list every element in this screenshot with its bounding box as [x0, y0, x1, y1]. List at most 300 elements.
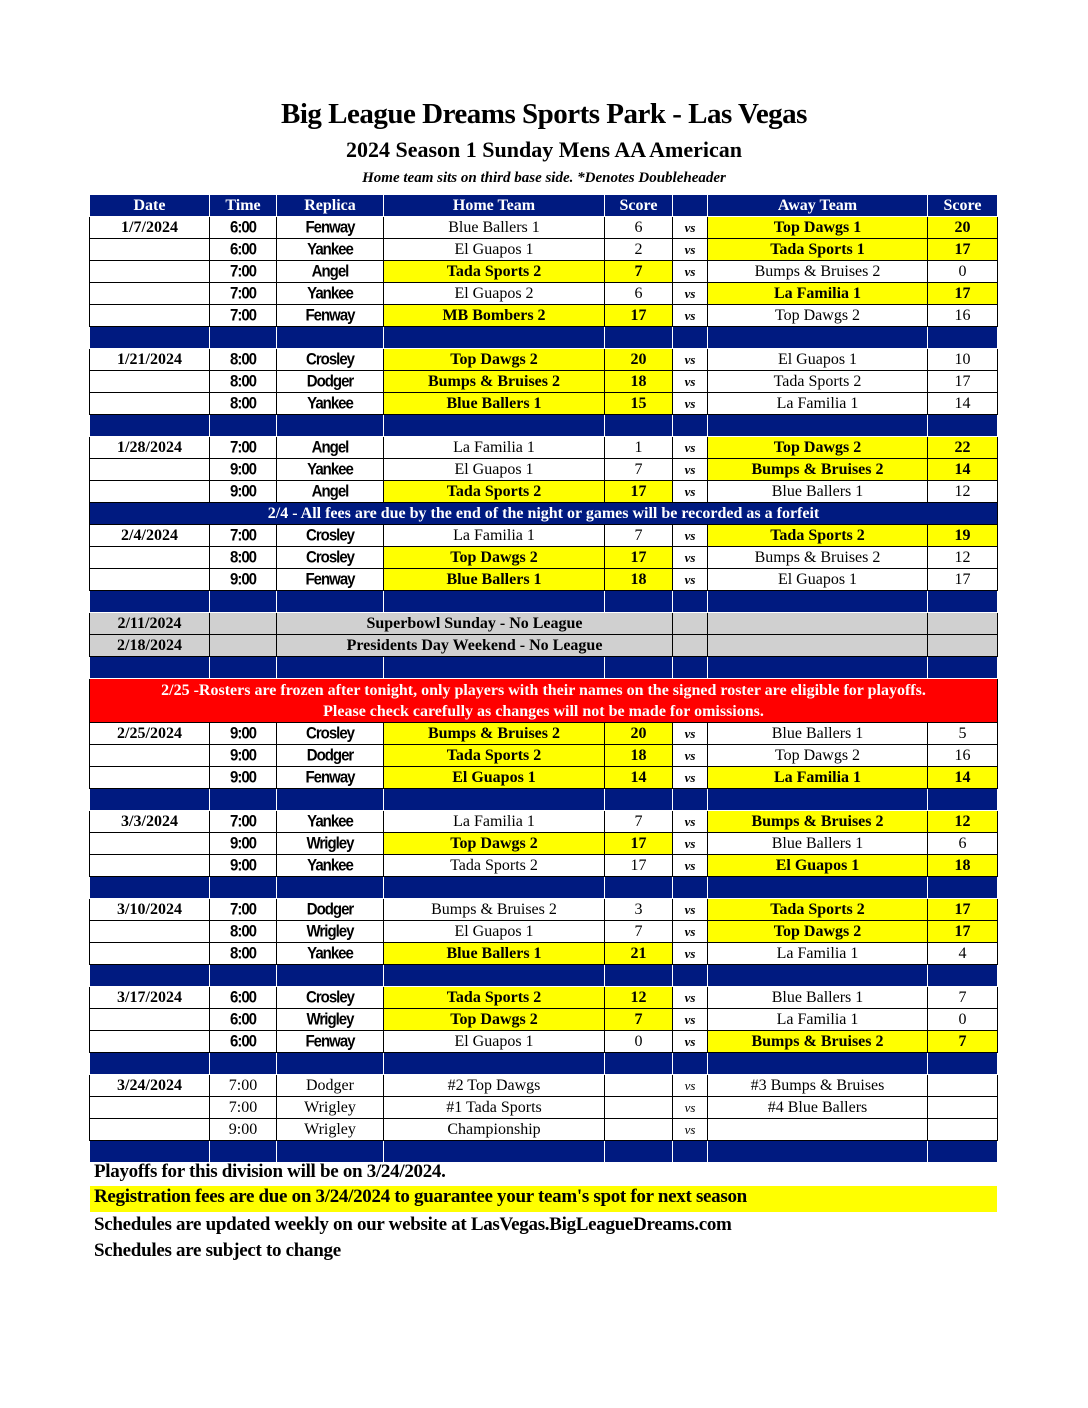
game-row — [90, 1009, 998, 1031]
game-row — [90, 459, 998, 481]
home-team: El Guapos 1 — [384, 239, 605, 261]
away-score: 5 — [928, 723, 998, 745]
game-row — [90, 481, 998, 503]
vs-label: vs — [673, 921, 708, 943]
alert-line: Please check carefully as changes will not be made for omissions. — [323, 702, 764, 720]
field-cell: Wrigley — [277, 1097, 384, 1119]
vs-label: vs — [673, 283, 708, 305]
separator-cell — [277, 1053, 384, 1075]
away-team: El Guapos 1 — [708, 855, 928, 877]
date-cell: 2/18/2024 — [90, 635, 210, 657]
separator-cell — [90, 327, 210, 349]
date-cell — [90, 1097, 210, 1119]
home-team: Blue Ballers 1 — [384, 569, 605, 591]
separator-cell — [605, 657, 673, 679]
date-cell — [90, 833, 210, 855]
time-cell: 7:00 — [210, 435, 277, 459]
away-team: La Familia 1 — [708, 767, 928, 789]
column-header — [673, 195, 708, 217]
field-cell: Dodger — [277, 369, 384, 393]
home-team: El Guapos 1 — [384, 767, 605, 789]
field-cell: Dodger — [277, 743, 384, 767]
time-cell: 9:00 — [210, 743, 277, 767]
separator-cell — [210, 877, 277, 899]
home-team: El Guapos 1 — [384, 1031, 605, 1053]
vs-label: vs — [673, 525, 708, 547]
separator-row — [90, 877, 998, 899]
game-row — [90, 855, 998, 877]
separator-row — [90, 965, 998, 987]
separator-row — [90, 789, 998, 811]
away-team: Top Dawgs 2 — [708, 921, 928, 943]
separator-cell — [90, 657, 210, 679]
header-row — [90, 195, 998, 217]
time-cell: 7:00 — [210, 523, 277, 547]
score-cell — [928, 613, 998, 635]
separator-cell — [928, 877, 998, 899]
home-team: Bumps & Bruises 2 — [384, 899, 605, 921]
away-team: La Familia 1 — [708, 393, 928, 415]
away-score: 17 — [928, 921, 998, 943]
time-cell: 7:00 — [210, 1097, 277, 1119]
separator-cell — [928, 789, 998, 811]
field-cell: Wrigley — [277, 831, 384, 855]
date-cell — [90, 459, 210, 481]
vs-label: vs — [673, 1075, 708, 1097]
field-cell: Angel — [277, 259, 384, 283]
column-header: Date — [90, 195, 210, 217]
home-score: 7 — [605, 525, 673, 547]
vs-label: vs — [673, 569, 708, 591]
separator-cell — [210, 1141, 277, 1163]
home-team: Top Dawgs 2 — [384, 349, 605, 371]
home-score: 7 — [605, 261, 673, 283]
away-team: Bumps & Bruises 2 — [708, 459, 928, 481]
away-cell — [708, 613, 928, 635]
home-team: #1 Tada Sports — [384, 1097, 605, 1119]
away-score: 17 — [928, 569, 998, 591]
separator-cell — [384, 877, 605, 899]
away-score: 17 — [928, 239, 998, 261]
roster-alert — [90, 679, 998, 723]
fees-notice: 2/4 - All fees are due by the end of the night or games will be recorded as a forfeit — [90, 503, 998, 525]
away-team: Bumps & Bruises 2 — [708, 1031, 928, 1053]
home-score: 18 — [605, 569, 673, 591]
game-row — [90, 261, 998, 283]
time-cell — [210, 613, 277, 635]
away-team: El Guapos 1 — [708, 569, 928, 591]
field-cell: Crosley — [277, 347, 384, 371]
home-score: 17 — [605, 481, 673, 503]
time-cell: 9:00 — [210, 831, 277, 855]
separator-cell — [384, 1141, 605, 1163]
away-cell — [708, 635, 928, 657]
separator-cell — [210, 1053, 277, 1075]
date-cell: 3/17/2024 — [90, 987, 210, 1009]
separator-cell — [708, 877, 928, 899]
home-team: El Guapos 1 — [384, 459, 605, 481]
no-league-text: Superbowl Sunday - No League — [277, 613, 673, 635]
home-score: 7 — [605, 1009, 673, 1031]
column-header: Score — [605, 195, 673, 217]
field-cell: Yankee — [277, 391, 384, 415]
separator-row — [90, 1053, 998, 1075]
separator-cell — [384, 965, 605, 987]
date-cell: 1/7/2024 — [90, 217, 210, 239]
home-team: Top Dawgs 2 — [384, 833, 605, 855]
separator-cell — [277, 965, 384, 987]
game-row — [90, 745, 998, 767]
separator-cell — [90, 1053, 210, 1075]
separator-cell — [277, 1141, 384, 1163]
separator-cell — [384, 657, 605, 679]
playoff-row — [90, 1119, 998, 1141]
date-cell — [90, 745, 210, 767]
home-score — [605, 1119, 673, 1141]
game-row — [90, 217, 998, 239]
field-cell: Wrigley — [277, 1119, 384, 1141]
field-cell: Crosley — [277, 545, 384, 569]
date-cell: 3/3/2024 — [90, 811, 210, 833]
time-cell: 7:00 — [210, 303, 277, 327]
field-cell: Wrigley — [277, 1007, 384, 1031]
vs-cell — [673, 635, 708, 657]
away-team: Bumps & Bruises 2 — [708, 811, 928, 833]
field-cell: Yankee — [277, 281, 384, 305]
away-team: #3 Bumps & Bruises — [708, 1075, 928, 1097]
footer-playoffs: Playoffs for this division will be on 3/24/2024. — [94, 1161, 446, 1182]
home-score: 7 — [605, 921, 673, 943]
vs-label: vs — [673, 459, 708, 481]
away-score: 17 — [928, 899, 998, 921]
time-cell: 8:00 — [210, 545, 277, 569]
date-cell — [90, 547, 210, 569]
separator-cell — [673, 591, 708, 613]
separator-cell — [928, 657, 998, 679]
away-score: 12 — [928, 547, 998, 569]
date-cell — [90, 943, 210, 965]
field-cell: Angel — [277, 479, 384, 503]
vs-cell — [673, 613, 708, 635]
away-score: 10 — [928, 349, 998, 371]
separator-cell — [90, 415, 210, 437]
vs-label: vs — [673, 1009, 708, 1031]
date-cell — [90, 305, 210, 327]
separator-cell — [210, 327, 277, 349]
home-team: Bumps & Bruises 2 — [384, 723, 605, 745]
home-score: 18 — [605, 371, 673, 393]
home-score: 6 — [605, 283, 673, 305]
vs-label: vs — [673, 811, 708, 833]
separator-row — [90, 327, 998, 349]
separator-cell — [605, 877, 673, 899]
away-team: Top Dawgs 1 — [708, 217, 928, 239]
home-team: #2 Top Dawgs — [384, 1075, 605, 1097]
separator-cell — [277, 591, 384, 613]
date-cell — [90, 1009, 210, 1031]
date-cell — [90, 1119, 210, 1141]
field-cell: Crosley — [277, 523, 384, 547]
separator-cell — [277, 327, 384, 349]
home-score: 15 — [605, 393, 673, 415]
separator-cell — [277, 415, 384, 437]
home-team: Bumps & Bruises 2 — [384, 371, 605, 393]
home-score: 2 — [605, 239, 673, 261]
field-cell: Crosley — [277, 985, 384, 1009]
separator-cell — [210, 415, 277, 437]
page-title: Big League Dreams Sports Park - Las Vegas — [281, 98, 807, 130]
home-score — [605, 1097, 673, 1119]
home-team: Tada Sports 2 — [384, 745, 605, 767]
away-score: 7 — [928, 1031, 998, 1053]
vs-label: vs — [673, 393, 708, 415]
field-cell: Yankee — [277, 853, 384, 877]
home-score: 7 — [605, 811, 673, 833]
away-score: 20 — [928, 217, 998, 239]
date-cell — [90, 239, 210, 261]
page-subtitle: 2024 Season 1 Sunday Mens AA American — [345, 137, 743, 162]
away-score: 17 — [928, 371, 998, 393]
separator-cell — [673, 327, 708, 349]
time-cell: 8:00 — [210, 369, 277, 393]
away-score: 14 — [928, 459, 998, 481]
vs-label: vs — [673, 547, 708, 569]
home-team: Tada Sports 2 — [384, 987, 605, 1009]
vs-label: vs — [673, 767, 708, 789]
game-row — [90, 283, 998, 305]
field-cell: Fenway — [277, 303, 384, 327]
away-team: Tada Sports 2 — [708, 525, 928, 547]
away-score: 16 — [928, 305, 998, 327]
away-team: Bumps & Bruises 2 — [708, 547, 928, 569]
vs-label: vs — [673, 1119, 708, 1141]
home-team: Blue Ballers 1 — [384, 393, 605, 415]
date-cell — [90, 569, 210, 591]
home-team: Championship — [384, 1119, 605, 1141]
game-row — [90, 393, 998, 415]
away-team: Top Dawgs 2 — [708, 745, 928, 767]
time-cell: 9:00 — [210, 765, 277, 789]
separator-cell — [605, 327, 673, 349]
time-cell: 8:00 — [210, 347, 277, 371]
separator-cell — [673, 789, 708, 811]
game-row — [90, 899, 998, 921]
separator-cell — [210, 965, 277, 987]
vs-label: vs — [673, 371, 708, 393]
away-team: Blue Ballers 1 — [708, 833, 928, 855]
vs-label: vs — [673, 239, 708, 261]
date-cell — [90, 283, 210, 305]
time-cell: 6:00 — [210, 985, 277, 1009]
home-score: 3 — [605, 899, 673, 921]
home-team: MB Bombers 2 — [384, 305, 605, 327]
date-cell — [90, 1031, 210, 1053]
column-header: Away Team — [708, 195, 928, 217]
separator-cell — [673, 1141, 708, 1163]
away-score: 0 — [928, 261, 998, 283]
vs-label: vs — [673, 745, 708, 767]
separator-cell — [90, 789, 210, 811]
date-cell: 2/25/2024 — [90, 723, 210, 745]
game-row — [90, 371, 998, 393]
footer-website: Schedules are updated weekly on our website at LasVegas.BigLeagueDreams.com — [94, 1214, 732, 1235]
separator-cell — [928, 591, 998, 613]
footer-change: Schedules are subject to change — [94, 1240, 341, 1261]
away-team: El Guapos 1 — [708, 349, 928, 371]
vs-label: vs — [673, 855, 708, 877]
game-row — [90, 921, 998, 943]
date-cell — [90, 261, 210, 283]
separator-cell — [384, 327, 605, 349]
time-cell: 8:00 — [210, 391, 277, 415]
date-cell: 3/24/2024 — [90, 1075, 210, 1097]
away-team: Blue Ballers 1 — [708, 481, 928, 503]
separator-cell — [928, 1141, 998, 1163]
time-cell: 9:00 — [210, 479, 277, 503]
home-score: 21 — [605, 943, 673, 965]
away-team: La Familia 1 — [708, 943, 928, 965]
away-team: Tada Sports 2 — [708, 899, 928, 921]
field-cell: Dodger — [277, 1075, 384, 1097]
time-cell: 6:00 — [210, 215, 277, 239]
time-cell: 7:00 — [210, 1075, 277, 1097]
field-cell: Fenway — [277, 1029, 384, 1053]
home-score: 17 — [605, 855, 673, 877]
away-score: 18 — [928, 855, 998, 877]
home-team: Tada Sports 2 — [384, 481, 605, 503]
field-cell: Crosley — [277, 721, 384, 745]
separator-cell — [673, 965, 708, 987]
separator-cell — [928, 415, 998, 437]
separator-row — [90, 1141, 998, 1163]
away-score: 4 — [928, 943, 998, 965]
home-team: Top Dawgs 2 — [384, 547, 605, 569]
vs-label: vs — [673, 349, 708, 371]
vs-label: vs — [673, 899, 708, 921]
vs-label: vs — [673, 987, 708, 1009]
separator-cell — [90, 877, 210, 899]
vs-label: vs — [673, 723, 708, 745]
playoff-row — [90, 1097, 998, 1119]
separator-cell — [384, 1053, 605, 1075]
game-row — [90, 305, 998, 327]
no-league-row — [90, 613, 998, 635]
separator-cell — [605, 1141, 673, 1163]
schedule-table — [89, 194, 998, 1163]
separator-row — [90, 657, 998, 679]
field-cell: Yankee — [277, 941, 384, 965]
field-cell: Yankee — [277, 237, 384, 261]
home-score: 7 — [605, 459, 673, 481]
separator-cell — [384, 415, 605, 437]
away-score: 14 — [928, 393, 998, 415]
time-cell: 6:00 — [210, 1029, 277, 1053]
column-header: Home Team — [384, 195, 605, 217]
home-score: 14 — [605, 767, 673, 789]
vs-label: vs — [673, 1097, 708, 1119]
home-score: 18 — [605, 745, 673, 767]
time-cell: 6:00 — [210, 1007, 277, 1031]
separator-cell — [928, 1053, 998, 1075]
game-row — [90, 811, 998, 833]
away-team: #4 Blue Ballers — [708, 1097, 928, 1119]
roster-alert-row — [90, 679, 998, 723]
column-header: Replica — [277, 195, 384, 217]
home-team: La Familia 1 — [384, 811, 605, 833]
time-cell: 8:00 — [210, 941, 277, 965]
away-team: La Familia 1 — [708, 283, 928, 305]
vs-label: vs — [673, 833, 708, 855]
away-team: Tada Sports 2 — [708, 371, 928, 393]
game-row — [90, 723, 998, 745]
game-row — [90, 547, 998, 569]
date-cell — [90, 855, 210, 877]
separator-cell — [210, 657, 277, 679]
field-cell: Fenway — [277, 567, 384, 591]
time-cell — [210, 635, 277, 657]
away-team — [708, 1119, 928, 1141]
no-league-text: Presidents Day Weekend - No League — [277, 635, 673, 657]
separator-cell — [708, 327, 928, 349]
away-score: 6 — [928, 833, 998, 855]
separator-cell — [673, 657, 708, 679]
separator-cell — [928, 965, 998, 987]
home-score: 17 — [605, 833, 673, 855]
game-row — [90, 525, 998, 547]
away-team: Blue Ballers 1 — [708, 987, 928, 1009]
home-score: 17 — [605, 305, 673, 327]
separator-cell — [708, 415, 928, 437]
separator-cell — [90, 591, 210, 613]
game-row — [90, 943, 998, 965]
separator-cell — [708, 789, 928, 811]
home-score — [605, 1075, 673, 1097]
separator-cell — [673, 1053, 708, 1075]
date-cell — [90, 393, 210, 415]
separator-cell — [90, 1141, 210, 1163]
field-cell: Fenway — [277, 765, 384, 789]
vs-label: vs — [673, 261, 708, 283]
away-score: 7 — [928, 987, 998, 1009]
date-cell: 3/10/2024 — [90, 899, 210, 921]
game-row — [90, 1031, 998, 1053]
no-league-row — [90, 635, 998, 657]
home-score: 20 — [605, 723, 673, 745]
away-score: 12 — [928, 811, 998, 833]
playoff-row — [90, 1075, 998, 1097]
separator-cell — [708, 591, 928, 613]
time-cell: 9:00 — [210, 457, 277, 481]
vs-label: vs — [673, 481, 708, 503]
separator-cell — [90, 965, 210, 987]
separator-cell — [605, 591, 673, 613]
date-cell: 2/4/2024 — [90, 525, 210, 547]
date-cell: 1/21/2024 — [90, 349, 210, 371]
away-team: Top Dawgs 2 — [708, 437, 928, 459]
time-cell: 7:00 — [210, 281, 277, 305]
time-cell: 9:00 — [210, 853, 277, 877]
page-note: Home team sits on third base side. *Denotes Doubleheader — [362, 170, 726, 186]
date-cell: 1/28/2024 — [90, 437, 210, 459]
time-cell: 7:00 — [210, 897, 277, 921]
home-team: Blue Ballers 1 — [384, 217, 605, 239]
footer-registration: Registration fees are due on 3/24/2024 to guarantee your team's spot for next season — [90, 1186, 997, 1212]
separator-cell — [384, 789, 605, 811]
away-team: Bumps & Bruises 2 — [708, 261, 928, 283]
separator-cell — [708, 1141, 928, 1163]
away-team: Blue Ballers 1 — [708, 723, 928, 745]
home-team: Tada Sports 2 — [384, 261, 605, 283]
